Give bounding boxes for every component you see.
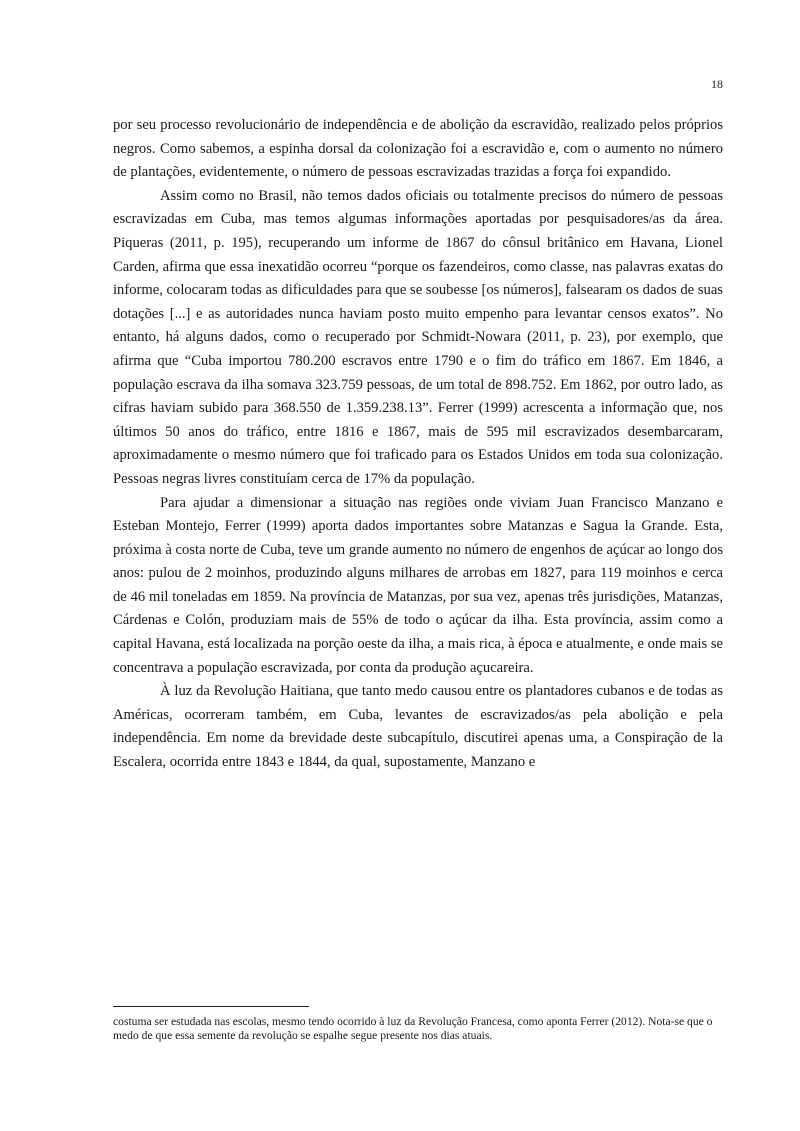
footnote: costuma ser estudada nas escolas, mesmo tendo ocorrido à luz da Revolução Francesa, como aponta Ferrer (2012). Nota-se que o medo de que essa semente da revolução se espalhe segue presente nos dias atuais. bbox=[113, 1015, 713, 1042]
paragraph-slave-population-data: Assim como no Brasil, não temos dados oficiais ou totalmente precisos do número de pessoas escravizadas em Cuba, mas temos algumas informações aportadas por pesquisadores/as da área. Piqueras (2011, p. 195), recuperando um informe de 1867 do cônsul britânico em Havana, Lionel Carden, afirma que essa inexatidão ocorreu “porque os fazendeiros, como classe, nas palavras exatas do informe, colocaram todas as dificuldades para que se soubesse [os números], falsearam os dados de suas dotações [...] e as autoridades nunca haviam posto muito empenho para levantar censos exatos”. No entanto, há alguns dados, como o recuperado por Schmidt-Nowara (2011, p. 23), por exemplo, que afirma que “Cuba importou 780.200 escravos entre 1790 e o fim do tráfico em 1867. Em 1846, a população escrava da ilha somava 323.759 pessoas, de um total de 898.752. Em 1862, por outro lado, as cifras haviam subido para 368.550 de 1.359.238.13”. Ferrer (1999) acrescenta a informação que, nos últimos 50 anos do tráfico, entre 1816 e 1867, mais de 595 mil escravizados desembarcaram, aproximadamente o mesmo número que foi traficado para os Estados Unidos em toda sua colonização. Pessoas negras livres constituíam cerca de 17% da população. bbox=[113, 187, 723, 487]
paragraph-continuation: por seu processo revolucionário de independência e de abolição da escravidão, realizado pelos próprios negros. Como sabemos, a espinha dorsal da colonização foi a escravidão e, com o aumento no número de plantações, evidentemente, o número de pessoas escravizadas trazidas a força foi expandido. bbox=[113, 117, 723, 181]
paragraph-matanzas-sagua: Para ajudar a dimensionar a situação nas regiões onde viviam Juan Francisco Manzano e Esteban Montejo, Ferrer (1999) aporta dados importantes sobre Matanzas e Sagua la Grande. Esta, próxima à costa norte de Cuba, teve um grande aumento no número de engenhos de açúcar ao longo dos anos: pulou de 2 moinhos, produzindo alguns milhares de arrobas em 1827, para 119 moinhos e cerca de 46 mil toneladas em 1859. Na província de Matanzas, por sua vez, apenas três jurisdições, Matanzas, Cárdenas e Colón, produziam mais de 55% de todo o açúcar da ilha. Esta província, assim como a capital Havana, está localizada na porção oeste da ilha, a mais rica, à época e atualmente, e onde mais se concentrava a população escravizada, por conta da produção açucareira. bbox=[113, 494, 723, 676]
paragraph-haitian-revolution: À luz da Revolução Haitiana, que tanto medo causou entre os plantadores cubanos e de todas as Américas, ocorreram também, em Cuba, levantes de escravizados/as pela abolição e pela independência. Em nome da brevidade deste subcapítulo, discutirei apenas uma, a Conspiração de la Escalera, ocorrida entre 1843 e 1844, da qual, supostamente, Manzano e bbox=[113, 683, 723, 771]
body-text bbox=[113, 114, 723, 775]
page-number: 18 bbox=[711, 77, 723, 91]
footnote-divider bbox=[113, 1006, 309, 1007]
